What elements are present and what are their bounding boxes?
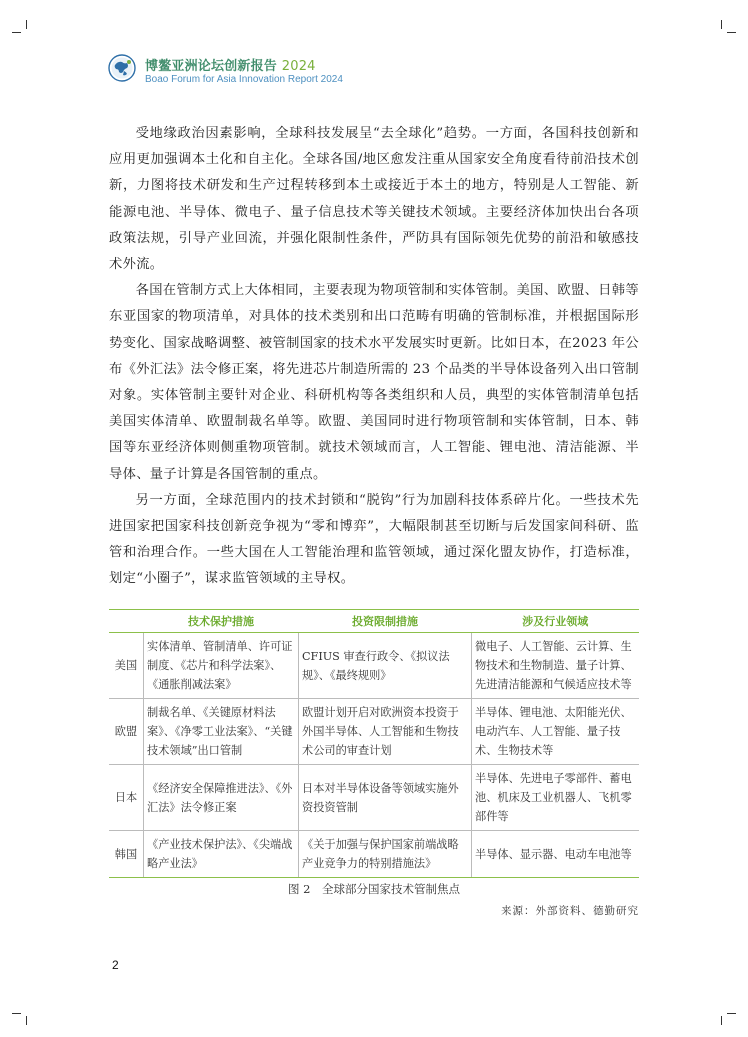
crop-mark: [12, 1013, 21, 1014]
cell-country: 日本: [109, 765, 144, 831]
crop-mark: [12, 32, 21, 33]
cell-industries: 半导体、先进电子零部件、蓄电池、机床及工业机器人、飞机零部件等: [472, 765, 640, 831]
crop-mark: [721, 1016, 722, 1025]
crop-mark: [26, 20, 27, 29]
body-text: [109, 121, 639, 593]
cell-industries: 微电子、人工智能、云计算、生物技术和生物制造、量子计算、先进清洁能源和气候适应技术等: [472, 633, 640, 699]
header-industries: 涉及行业领域: [472, 610, 640, 633]
cell-industries: 半导体、锂电池、太阳能光伏、电动汽车、人工智能、量子技术、生物技术等: [472, 699, 640, 765]
table-row: [109, 699, 639, 765]
cell-protection: 《产业技术保护法》、《尖端战略产业法》: [144, 831, 299, 878]
cell-industries: 半导体、显示器、电动车电池等: [472, 831, 640, 878]
table-row: [109, 633, 639, 699]
globe-logo-icon: [108, 54, 136, 82]
crop-mark: [721, 20, 722, 29]
table-row: [109, 831, 639, 878]
report-title-cn: [145, 55, 316, 74]
header-country: [109, 610, 144, 633]
header-investment: 投资限制措施: [299, 610, 472, 633]
figure-source: 来源：外部资料、德勤研究: [501, 905, 639, 917]
cell-investment: 《关于加强与保护国家前端战略产业竞争力的特别措施法》: [299, 831, 472, 878]
figure-caption: 图 2 全球部分国家技术管制焦点: [288, 882, 460, 896]
cell-investment: 欧盟计划开启对欧洲资本投资于外国半导体、人工智能和生物技术公司的审查计划: [299, 699, 472, 765]
cell-protection: 制裁名单、《关键原材料法案》、《净零工业法案》、“关键技术领域”出口管制: [144, 699, 299, 765]
report-title-year: 2024: [281, 59, 316, 74]
paragraph: 另一方面，全球范围内的技术封锁和“脱钩”行为加剧科技体系碎片化。一些技术先进国家把国家科技创新竞争视为“零和博弈”，大幅限制甚至切断与后发国家间科研、监管和治理合作。一些大国在人工智能治理和监管领域，通过深化盟友协作，打造标准，划定“小圈子”，谋求监管领域的主导权。: [109, 492, 639, 587]
page-header: [108, 54, 438, 94]
crop-mark: [26, 1016, 27, 1025]
header-protection: 技术保护措施: [144, 610, 299, 633]
cell-country: 韩国: [109, 831, 144, 878]
report-title-en: Boao Forum for Asia Innovation Report 2024: [145, 74, 343, 85]
cell-investment: 日本对半导体设备等领域实施外资投资管制: [299, 765, 472, 831]
table-header-row: [109, 610, 639, 633]
paragraph: 各国在管制方式上大体相同，主要表现为物项管制和实体管制。美国、欧盟、日韩等东亚国家的物项清单，对具体的技术类别和出口范畴有明确的管制标准，并根据国际形势变化、国家战略调整、被管制国家的技术水平发展实时更新。比如日本，在2023 年公布《外汇法》法令修正案，将先进芯片制造所需的 23 个品类的半导体设备列入出口管制对象。实体管制主要针对企业、科研机构等各类组织和人员，典型的实体管制清单包括美国实体清单、欧盟制裁名单等。欧盟、美国同时进行物项管制和实体管制，日本、韩国等东亚经济体则侧重物项管制。就技术领域而言，人工智能、锂电池、清洁能源、半导体、量子计算是各国管制的重点。: [109, 283, 639, 482]
cell-country: 美国: [109, 633, 144, 699]
table-row: [109, 765, 639, 831]
cell-protection: 《经济安全保障推进法》、《外汇法》法令修正案: [144, 765, 299, 831]
cell-investment: CFIUS 审查行政令、《拟议法规》、《最终规则》: [299, 633, 472, 699]
page-number: 2: [112, 958, 119, 972]
cell-country: 欧盟: [109, 699, 144, 765]
tech-control-table: [109, 609, 639, 878]
crop-mark: [727, 32, 736, 33]
report-title-text: 博鳌亚洲论坛创新报告: [145, 59, 278, 74]
crop-mark: [727, 1013, 736, 1014]
paragraph: 受地缘政治因素影响，全球科技发展呈“去全球化”趋势。一方面，各国科技创新和应用更加强调本土化和自主化。全球各国/地区愈发注重从国家安全角度看待前沿技术创新，力图将技术研发和生产过程转移到本土或接近于本土的地方，特别是人工智能、新能源电池、半导体、微电子、量子信息技术等关键技术领域。主要经济体加快出台各项政策法规，引导产业回流，并强化限制性条件，严防具有国际领先优势的前沿和敏感技术外流。: [109, 126, 639, 273]
cell-protection: 实体清单、管制清单、许可证制度、《芯片和科学法案》、《通胀削减法案》: [144, 633, 299, 699]
